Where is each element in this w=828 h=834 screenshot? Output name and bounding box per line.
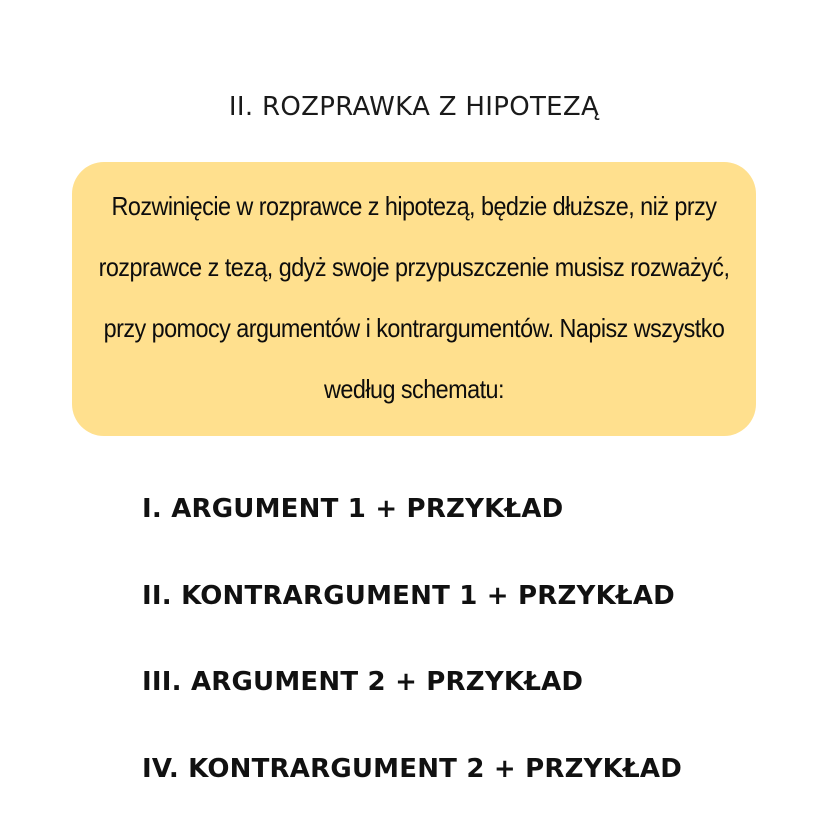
step-item-counterargument-2: IV. KONTRARGUMENT 2 + PRZYKŁAD	[142, 753, 683, 784]
note-text: Rozwinięcie w rozprawce z hipotezą, będzie dłuższe, niż przy rozprawce z tezą, gdyż swoje przypuszczenie musisz rozważyć, przy pomocy argumentów i kontrargumentów. Napisz wszystko według schematu:	[98, 191, 730, 404]
step-item-counterargument-1: II. KONTRARGUMENT 1 + PRZYKŁAD	[142, 580, 675, 611]
step-item-argument-1: I. ARGUMENT 1 + PRZYKŁAD	[142, 494, 564, 524]
page-title: II. ROZPRAWKA Z HIPOTEZĄ	[228, 92, 600, 123]
steps-list	[142, 488, 682, 834]
step-item-argument-2: III. ARGUMENT 2 + PRZYKŁAD	[142, 667, 584, 697]
note-box	[72, 162, 756, 436]
